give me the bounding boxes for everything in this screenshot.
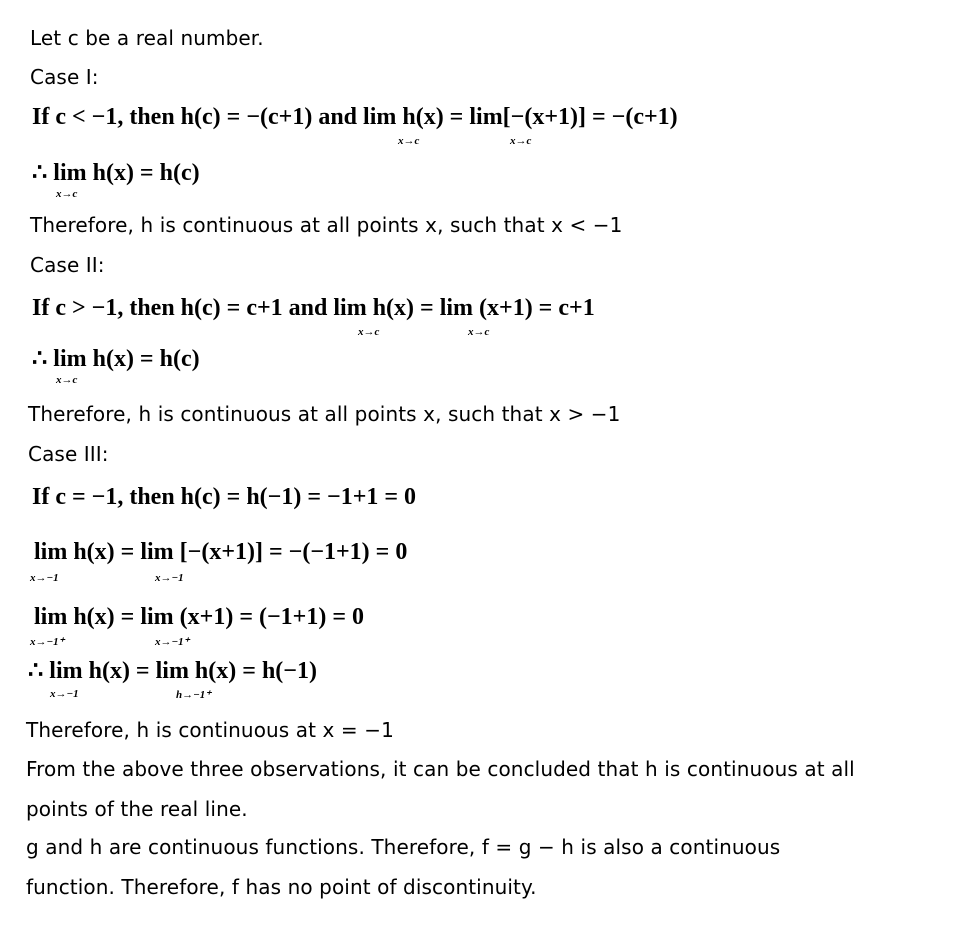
case3-math2-subscript-1: x→−1 bbox=[30, 572, 59, 584]
case2-equation: If c > −1, then h(c) = c+1 and lim h(x) = lim (x+1) = c+1 bbox=[32, 295, 595, 321]
case1-equation: If c < −1, then h(c) = −(c+1) and lim h(x) = lim[−(x+1)] = −(c+1) bbox=[32, 104, 678, 130]
final-text-1: From the above three observations, it can be concluded that h is continuous at all bbox=[26, 757, 855, 781]
final-text-3: g and h are continuous functions. Therefore, f = g − h is also a continuous bbox=[26, 835, 781, 859]
case3-math-3 bbox=[34, 604, 364, 631]
case3-equation-1: If c = −1, then h(c) = h(−1) = −1+1 = 0 bbox=[32, 484, 417, 510]
case1-math bbox=[32, 104, 678, 131]
case3-math4-subscript-1: x→−1 bbox=[50, 688, 79, 700]
case2-limit-subscript-2: x→c bbox=[468, 326, 490, 338]
case3-math2-subscript-2: x→−1 bbox=[155, 572, 184, 584]
case1-heading: Case I: bbox=[30, 65, 99, 89]
case3-math-2 bbox=[34, 539, 407, 566]
final-text-2: points of the real line. bbox=[26, 797, 248, 821]
case2-conclusion-math bbox=[32, 344, 200, 373]
intro-text: Let c be a real number. bbox=[30, 26, 264, 50]
case3-equation-2: lim h(x) = lim [−(x+1)] = −(−1+1) = 0 bbox=[34, 539, 408, 565]
case3-math4-subscript-2: h→−1⁺ bbox=[176, 689, 212, 701]
final-text-4: function. Therefore, f has no point of discontinuity. bbox=[26, 875, 537, 899]
case3-math-1 bbox=[32, 484, 416, 511]
case3-equation-3: lim h(x) = lim (x+1) = (−1+1) = 0 bbox=[34, 604, 365, 630]
case3-math3-subscript-1: x→−1⁺ bbox=[30, 636, 65, 648]
case2-conclusion-subscript: x→c bbox=[56, 374, 78, 386]
case1-conclusion-text: Therefore, h is continuous at all points x, such that x < −1 bbox=[30, 213, 623, 237]
case2-heading: Case II: bbox=[30, 253, 105, 277]
case3-equation-4: ∴ lim h(x) = lim h(x) = h(−1) bbox=[28, 658, 317, 684]
case1-conclusion-math bbox=[32, 158, 200, 187]
case2-conclusion-equation: ∴ lim h(x) = h(c) bbox=[32, 346, 200, 372]
case2-limit-subscript-1: x→c bbox=[358, 326, 380, 338]
case3-heading: Case III: bbox=[28, 442, 109, 466]
case3-math3-subscript-2: x→−1⁺ bbox=[155, 636, 190, 648]
case1-limit-subscript-2: x→c bbox=[510, 135, 532, 147]
case2-math bbox=[32, 295, 595, 322]
case1-limit-subscript-1: x→c bbox=[398, 135, 420, 147]
case1-conclusion-equation: ∴ lim h(x) = h(c) bbox=[32, 160, 200, 186]
case3-conclusion-text: Therefore, h is continuous at x = −1 bbox=[26, 718, 394, 742]
case2-conclusion-text: Therefore, h is continuous at all points x, such that x > −1 bbox=[28, 402, 621, 426]
case3-math-4 bbox=[28, 656, 317, 685]
case1-conclusion-subscript: x→c bbox=[56, 188, 78, 200]
